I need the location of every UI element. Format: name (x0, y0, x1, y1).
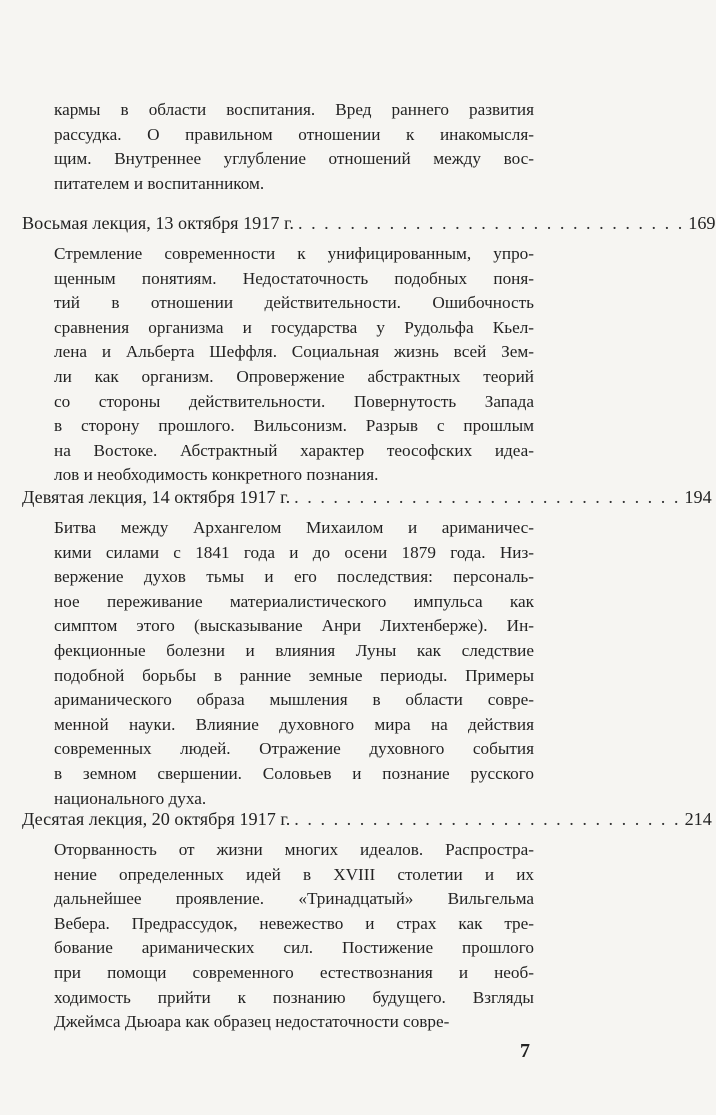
intro-paragraph (54, 98, 534, 196)
text-line: питателем и воспитанником. (54, 173, 265, 193)
page-number: 214 (684, 809, 712, 829)
text-line: нение определенных идей в XVIII столетии и их (54, 864, 534, 884)
lecture-heading-10 (22, 806, 712, 832)
lecture-summary-8 (54, 242, 534, 488)
page-folio: 7 (520, 1040, 530, 1062)
text-line: на Востоке. Абстрактный характер теософских идеа- (54, 440, 534, 460)
text-line: тий в отношении действительности. Ошибочность (54, 293, 534, 313)
text-line: рассудка. О правильном отношении к инакомысля- (54, 124, 534, 144)
text-line: в сторону прошлого. Вильсонизм. Разрыв с прошлым (54, 416, 534, 436)
leader-dots: . . . . . . . . . . . . . . . . . . . . . . . . . . . . . . (294, 487, 681, 507)
text-line: при помощи современного естествознания и необ- (54, 962, 534, 982)
text-line: симптом этого (высказывание Анри Лихтенберже). Ин- (54, 616, 534, 636)
text-line: ли как организм. Опровержение абстрактных теорий (54, 366, 534, 386)
text-line: щим. Внутреннее углубление отношений между вос- (54, 149, 534, 169)
text-line: щенным понятиям. Недостаточность подобных поня- (54, 268, 534, 288)
text-line: Стремление современности к унифицированным, упро- (54, 244, 534, 263)
text-line: ходимость прийти к познанию будущего. Взгляды (54, 987, 534, 1007)
leader-dots: . . . . . . . . . . . . . . . . . . . . . . . . . . . . . . (294, 809, 681, 829)
leader-dots: . . . . . . . . . . . . . . . . . . . . . . . . . . . . . . (297, 213, 685, 233)
text-line: кими силами с 1841 года и до осени 1879 года. Низ- (54, 542, 534, 562)
lecture-title: Десятая лекция, 20 октября 1917 г. (22, 809, 291, 829)
text-line: лов и необходимость конкретного познания. (54, 465, 379, 485)
text-line: современных людей. Отражение духовного события (54, 739, 534, 759)
lecture-title: Девятая лекция, 14 октября 1917 г. (22, 487, 291, 507)
text-line: ное переживание материалистического импульса как (54, 591, 534, 611)
text-line: менной науки. Влияние духовного мира на действия (54, 714, 534, 734)
text-line: кармы в области воспитания. Вред раннего развития (54, 100, 534, 119)
text-line: подобной борьбы в ранние земные периоды. Примеры (54, 665, 534, 685)
text-line: национального духа. (54, 788, 207, 808)
lecture-summary-10 (54, 838, 534, 1035)
text-line: сравнения организма и государства у Рудольфа Кьел- (54, 317, 534, 337)
text-line: лена и Альберта Шеффля. Социальная жизнь всей Зем- (54, 342, 534, 362)
text-line: со стороны действительности. Повернутость Запада (54, 391, 534, 411)
lecture-heading-8 (22, 210, 716, 236)
lecture-heading-9 (22, 484, 712, 510)
text-line: Битва между Архангелом Михаилом и ариманичес- (54, 518, 534, 537)
text-line: Джеймса Дьюара как образец недостаточности совре- (54, 1012, 450, 1032)
text-line: дальнейшее проявление. «Тринадцатый» Вильгельма (54, 889, 534, 909)
page-number: 194 (684, 487, 712, 507)
text-line: фекционные болезни и влияния Луны как следствие (54, 640, 534, 660)
text-line: Вебера. Предрассудок, невежество и страх как тре- (54, 913, 534, 933)
text-line: в земном свершении. Соловьев и познание русского (54, 763, 534, 783)
lecture-title: Восьмая лекция, 13 октября 1917 г. (22, 213, 294, 233)
lecture-summary-9 (54, 516, 534, 811)
text-line: вержение духов тьмы и его последствия: персональ- (54, 567, 534, 587)
page-number: 169 (688, 213, 716, 233)
text-line: Оторванность от жизни многих идеалов. Распростра- (54, 840, 534, 859)
text-line: ариманического образа мышления в области совре- (54, 690, 534, 710)
text-line: бование ариманических сил. Постижение прошлого (54, 938, 534, 958)
